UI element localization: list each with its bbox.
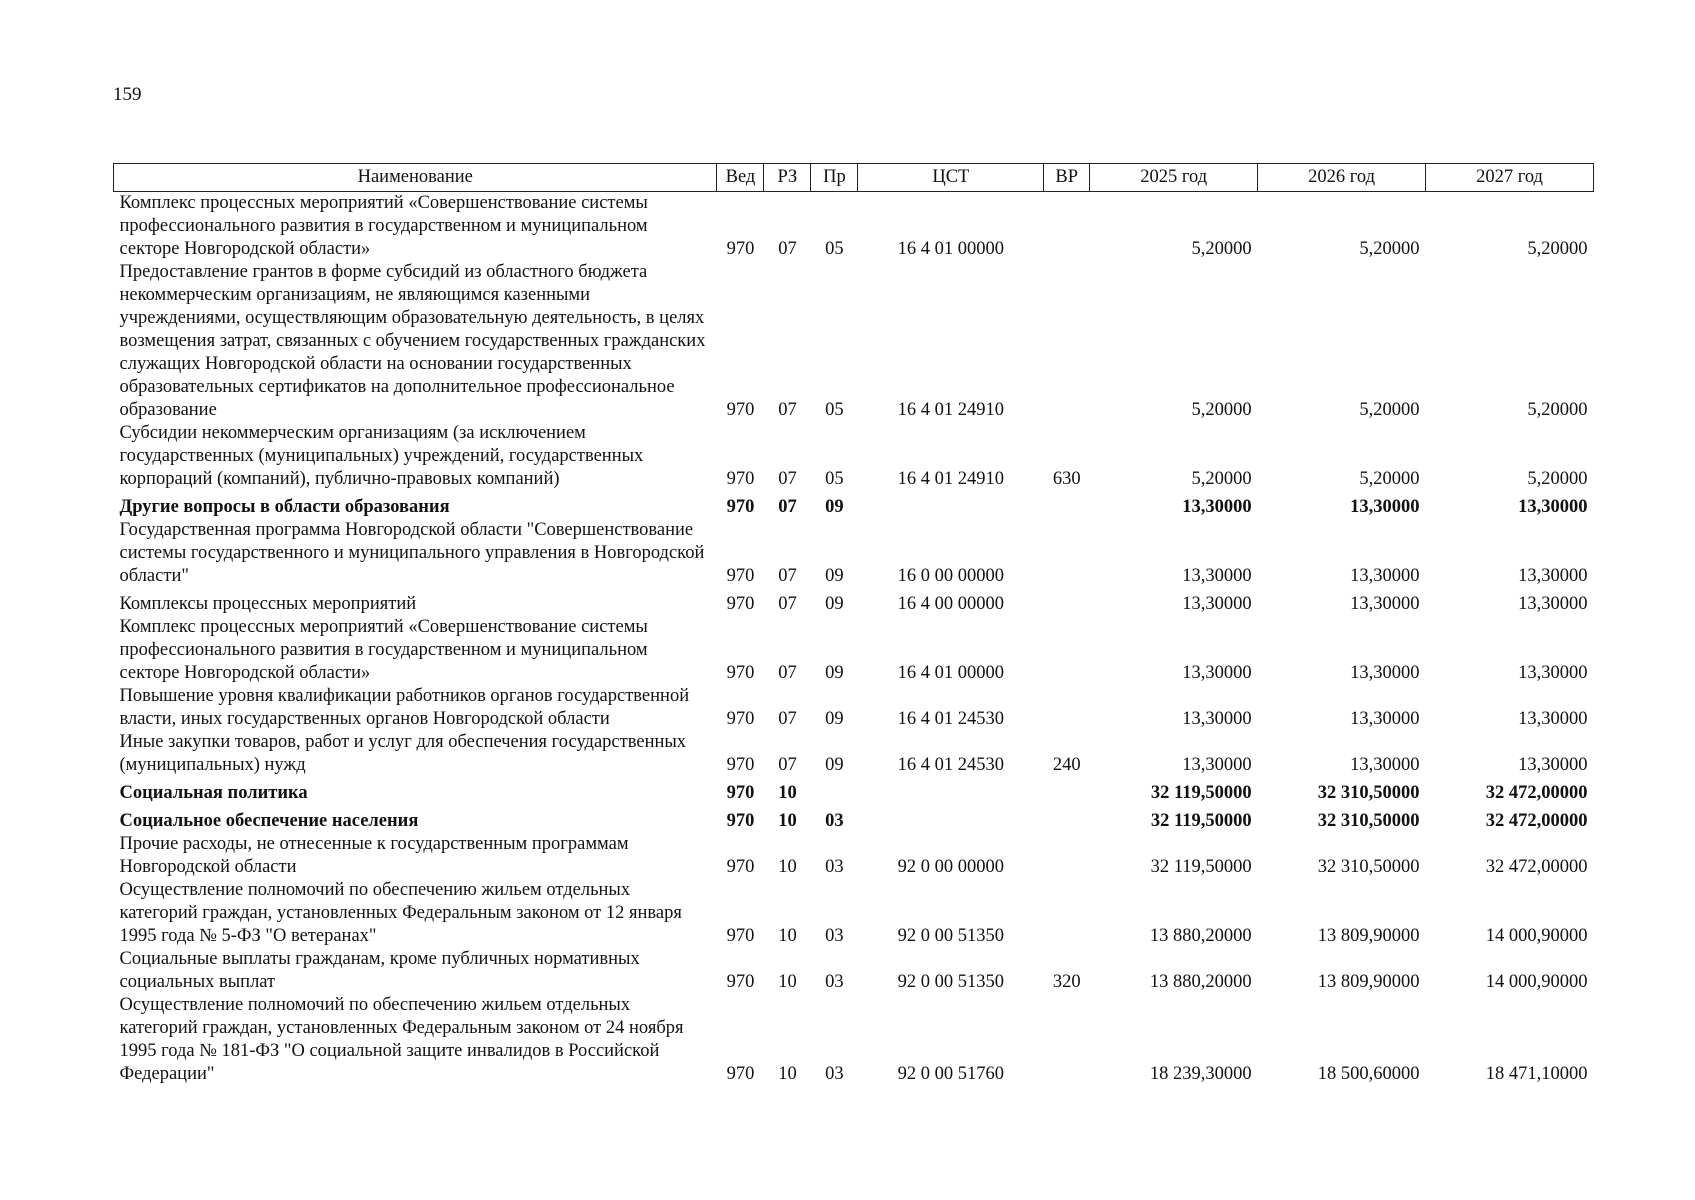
cell-ved: 970 [726, 972, 755, 992]
table-row [114, 588, 1594, 616]
cell-2027: 32 472,00000 [1485, 811, 1588, 831]
cell-pr: 03 [825, 926, 844, 946]
cell-cst: 16 0 00 00000 [897, 566, 1005, 586]
cell-cst: 16 4 01 24530 [897, 709, 1005, 729]
cell-2026: 32 310,50000 [1317, 783, 1420, 803]
cell-2025: 5,20000 [1191, 400, 1252, 420]
cell-rz: 07 [778, 755, 797, 775]
cell-name: Прочие расходы, не отнесенные к государственным программам Новгородской области [119, 834, 629, 877]
table-row [114, 616, 1594, 685]
cell-rz: 10 [778, 926, 797, 946]
cell-vr: 630 [1052, 469, 1081, 489]
cell-ved: 970 [726, 566, 755, 586]
header-cst: ЦСТ [858, 164, 1044, 192]
cell-vr [1044, 805, 1090, 833]
table-row [114, 833, 1594, 879]
table-header-row [114, 164, 1594, 192]
table-body [114, 192, 1594, 1087]
cell-vr: 320 [1052, 972, 1081, 992]
cell-cst: 92 0 00 00000 [897, 857, 1005, 877]
table-row [114, 685, 1594, 731]
cell-2026: 32 310,50000 [1317, 811, 1420, 831]
cell-2027: 5,20000 [1527, 239, 1588, 259]
cell-2025: 32 119,50000 [1150, 811, 1252, 831]
cell-cst [858, 805, 1044, 833]
budget-table [113, 163, 1594, 1086]
cell-rz: 07 [778, 239, 797, 259]
table-row [114, 948, 1594, 994]
cell-ved: 970 [726, 497, 755, 517]
cell-ved: 970 [726, 811, 755, 831]
cell-pr: 09 [825, 594, 844, 614]
cell-ved: 970 [726, 783, 755, 803]
cell-vr [1044, 685, 1090, 731]
cell-vr [1044, 519, 1090, 588]
header-2027: 2027 год [1426, 164, 1594, 192]
table-row [114, 879, 1594, 948]
cell-cst: 16 4 01 24910 [897, 469, 1005, 489]
cell-vr [1044, 261, 1090, 422]
cell-2025: 13,30000 [1182, 663, 1252, 683]
cell-2027: 13,30000 [1518, 663, 1588, 683]
cell-2027: 13,30000 [1518, 594, 1588, 614]
cell-vr [1044, 616, 1090, 685]
cell-vr [1044, 879, 1090, 948]
cell-2027: 32 472,00000 [1485, 783, 1588, 803]
cell-name: Предоставление грантов в форме субсидий из областного бюджета некоммерческим организациям, не являющимся казенными учреждениями, осуществляющим образовательную деятельность, в целях возмещения затрат, связанных с обучением государственных гражданских служащих Новгородской области на основании государственных образовательных сертификатов на дополнительное профессиональное образование [119, 262, 706, 420]
cell-cst [858, 777, 1044, 805]
cell-2025: 32 119,50000 [1150, 857, 1252, 877]
cell-name: Иные закупки товаров, работ и услуг для обеспечения государственных (муниципальных) нужд [119, 732, 687, 775]
cell-name: Социальное обеспечение населения [119, 811, 419, 831]
cell-2026: 13,30000 [1350, 566, 1420, 586]
cell-vr [1044, 777, 1090, 805]
cell-2027: 5,20000 [1527, 469, 1588, 489]
cell-rz: 07 [778, 566, 797, 586]
cell-rz: 10 [778, 811, 797, 831]
cell-cst: 16 4 01 00000 [897, 663, 1005, 683]
cell-name: Комплексы процессных мероприятий [119, 594, 417, 614]
cell-2025: 13,30000 [1182, 566, 1252, 586]
cell-ved: 970 [726, 239, 755, 259]
cell-rz: 07 [778, 663, 797, 683]
cell-pr: 03 [825, 972, 844, 992]
table-row [114, 777, 1594, 805]
table-row [114, 519, 1594, 588]
table-row [114, 731, 1594, 777]
table-row [114, 261, 1594, 422]
cell-ved: 970 [726, 1064, 755, 1084]
cell-pr: 09 [825, 663, 844, 683]
cell-name: Социальная политика [119, 783, 308, 803]
cell-2027: 5,20000 [1527, 400, 1588, 420]
cell-2027: 13,30000 [1518, 497, 1588, 517]
cell-rz: 07 [778, 497, 797, 517]
cell-2027: 13,30000 [1518, 709, 1588, 729]
cell-name: Комплекс процессных мероприятий «Совершенствование системы профессионального развития в государственном и муниципальном секторе Новгородской области» [119, 193, 648, 259]
cell-2026: 13 809,90000 [1317, 926, 1420, 946]
header-vr: ВР [1044, 164, 1090, 192]
cell-2025: 18 239,30000 [1149, 1064, 1252, 1084]
cell-ved: 970 [726, 709, 755, 729]
cell-2025: 13 880,20000 [1149, 926, 1252, 946]
cell-2026: 13,30000 [1350, 755, 1420, 775]
cell-cst: 16 4 00 00000 [897, 594, 1005, 614]
cell-pr [811, 777, 858, 805]
cell-2026: 5,20000 [1359, 239, 1420, 259]
cell-vr [1044, 833, 1090, 879]
cell-cst: 92 0 00 51350 [897, 972, 1005, 992]
cell-2026: 13,30000 [1350, 663, 1420, 683]
cell-rz: 07 [778, 400, 797, 420]
cell-2026: 13,30000 [1350, 497, 1420, 517]
cell-rz: 07 [778, 709, 797, 729]
cell-ved: 970 [726, 469, 755, 489]
header-2026: 2026 год [1258, 164, 1426, 192]
table-row [114, 994, 1594, 1086]
header-pr: Пр [811, 164, 858, 192]
table-row [114, 805, 1594, 833]
cell-2026: 32 310,50000 [1317, 857, 1420, 877]
cell-name: Государственная программа Новгородской области "Совершенствование системы государственного и муниципального управления в Новгородской области" [119, 520, 705, 586]
cell-2026: 13 809,90000 [1317, 972, 1420, 992]
cell-name: Социальные выплаты гражданам, кроме публичных нормативных социальных выплат [119, 949, 640, 992]
cell-cst: 16 4 01 24530 [897, 755, 1005, 775]
cell-name: Осуществление полномочий по обеспечению жильем отдельных категорий граждан, установленных Федеральным законом от 12 января 1995 года № 5-ФЗ "О ветеранах" [119, 880, 682, 946]
cell-pr: 03 [825, 857, 844, 877]
cell-vr [1044, 994, 1090, 1086]
cell-cst: 16 4 01 24910 [897, 400, 1005, 420]
cell-ved: 970 [726, 857, 755, 877]
cell-name: Повышение уровня квалификации работников органов государственной власти, иных государственных органов Новгородской области [119, 686, 690, 729]
cell-vr [1044, 588, 1090, 616]
cell-vr: 240 [1052, 755, 1081, 775]
header-rz: РЗ [764, 164, 811, 192]
cell-rz: 07 [778, 594, 797, 614]
cell-ved: 970 [726, 755, 755, 775]
cell-2027: 13,30000 [1518, 566, 1588, 586]
cell-name: Субсидии некоммерческим организациям (за исключением государственных (муниципальных) учреждений, государственных корпораций (компаний), публично-правовых компаний) [119, 423, 644, 489]
cell-2025: 13,30000 [1182, 755, 1252, 775]
cell-2027: 14 000,90000 [1485, 972, 1588, 992]
header-ved: Вед [717, 164, 764, 192]
cell-2026: 13,30000 [1350, 709, 1420, 729]
cell-rz: 07 [778, 469, 797, 489]
cell-2027: 14 000,90000 [1485, 926, 1588, 946]
cell-cst: 92 0 00 51760 [897, 1064, 1005, 1084]
cell-pr: 05 [825, 400, 844, 420]
cell-ved: 970 [726, 926, 755, 946]
cell-2027: 13,30000 [1518, 755, 1588, 775]
cell-pr: 03 [825, 811, 844, 831]
cell-name: Комплекс процессных мероприятий «Совершенствование системы профессионального развития в государственном и муниципальном секторе Новгородской области» [119, 617, 648, 683]
header-2025: 2025 год [1090, 164, 1258, 192]
cell-2026: 13,30000 [1350, 594, 1420, 614]
cell-2025: 5,20000 [1191, 469, 1252, 489]
cell-2027: 32 472,00000 [1485, 857, 1588, 877]
table-row [114, 422, 1594, 491]
cell-cst [858, 491, 1044, 519]
cell-ved: 970 [726, 663, 755, 683]
cell-pr: 09 [825, 497, 844, 517]
cell-2025: 13,30000 [1182, 497, 1252, 517]
cell-ved: 970 [726, 594, 755, 614]
page-number: 159 [113, 84, 142, 105]
cell-pr: 09 [825, 755, 844, 775]
cell-rz: 10 [778, 1064, 797, 1084]
cell-2025: 13 880,20000 [1149, 972, 1252, 992]
cell-2025: 13,30000 [1182, 709, 1252, 729]
cell-rz: 10 [778, 857, 797, 877]
cell-2025: 5,20000 [1191, 239, 1252, 259]
header-name: Наименование [114, 164, 717, 192]
cell-2025: 13,30000 [1182, 594, 1252, 614]
table-row [114, 491, 1594, 519]
cell-cst: 16 4 01 00000 [897, 239, 1005, 259]
cell-pr: 05 [825, 239, 844, 259]
cell-2025: 32 119,50000 [1150, 783, 1252, 803]
cell-name: Осуществление полномочий по обеспечению жильем отдельных категорий граждан, установленных Федеральным законом от 24 ноября 1995 года № 181-ФЗ "О социальной защите инвалидов в Российской Федерации" [119, 995, 684, 1084]
cell-2027: 18 471,10000 [1485, 1064, 1588, 1084]
cell-2026: 18 500,60000 [1317, 1064, 1420, 1084]
table-row [114, 192, 1594, 262]
cell-pr: 09 [825, 566, 844, 586]
cell-vr [1044, 491, 1090, 519]
cell-ved: 970 [726, 400, 755, 420]
cell-pr: 03 [825, 1064, 844, 1084]
cell-rz: 10 [778, 972, 797, 992]
cell-name: Другие вопросы в области образования [119, 497, 450, 517]
cell-pr: 05 [825, 469, 844, 489]
cell-rz: 10 [778, 783, 797, 803]
cell-cst: 92 0 00 51350 [897, 926, 1005, 946]
cell-pr: 09 [825, 709, 844, 729]
cell-2026: 5,20000 [1359, 400, 1420, 420]
cell-vr [1044, 192, 1090, 262]
cell-2026: 5,20000 [1359, 469, 1420, 489]
